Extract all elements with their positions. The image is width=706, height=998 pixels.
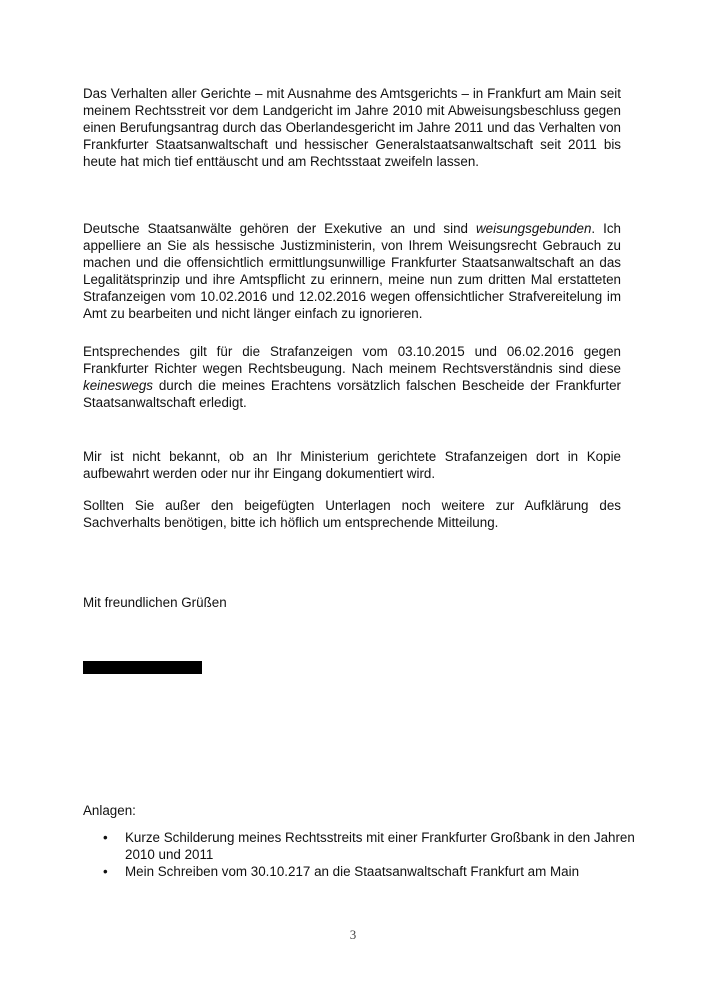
list-item-text: Kurze Schilderung meines Rechtsstreits mit einer Frankfurter Großbank in den Jahren 2010 und 2011: [125, 830, 635, 862]
bullet-icon: •: [103, 830, 108, 845]
emphasis-keineswegs: keineswegs: [83, 378, 153, 393]
paragraph-court-behaviour: Das Verhalten aller Gerichte – mit Ausnahme des Amtsgerichts – in Frankfurt am Main seit meinem Rechtsstreit vor dem Landgericht im Jahre 2010 mit Abweisungsbeschluss gegen einen Berufungsantrag durch das Oberlandesgericht im Jahre 2011 und das Verhalten von Frankfurter Staatsanwaltschaft und hessischer Generalstaatsanwaltschaft seit 2011 bis heute hat mich tief enttäuscht und am Rechtsstaat zweifeln lassen.: [83, 86, 621, 169]
attachments-label: Anlagen:: [83, 803, 136, 818]
list-item-text: Mein Schreiben vom 30.10.217 an die Staatsanwaltschaft Frankfurt am Main: [125, 864, 580, 879]
paragraph-text: Entsprechendes gilt für die Strafanzeigen vom 03.10.2015 und 06.02.2016 gegen Frankfurter Richter wegen Rechtsbeugung. Nach meinem Rechtsverständnis sind diese: [83, 344, 621, 376]
page-number: 3: [349, 927, 357, 942]
closing-greeting: Mit freundlichen Grüßen: [83, 595, 227, 610]
paragraph-ministry-copies: Mir ist nicht bekannt, ob an Ihr Ministerium gerichtete Strafanzeigen dort in Kopie aufbewahrt werden oder nur ihr Eingang dokumentiert wird.: [83, 449, 621, 481]
emphasis-weisungsgebunden: weisungsgebunden: [476, 221, 592, 236]
list-item: [83, 863, 643, 880]
paragraph-text: Deutsche Staatsanwälte gehören der Exekutive an und sind: [83, 221, 476, 236]
redacted-signature-bar: [83, 661, 202, 674]
bullet-icon: •: [103, 864, 108, 879]
paragraph-text: durch die meines Erachtens vorsätzlich falschen Bescheide der Frankfurter Staatsanwaltschaft erledigt.: [83, 378, 621, 410]
paragraph-judges-complaints: [83, 343, 621, 411]
paragraph-prosecutors-appeal: [83, 220, 621, 322]
list-item: [83, 829, 643, 863]
attachments-list: [83, 829, 643, 880]
paragraph-text: . Ich appelliere an Sie als hessische Justizministerin, von Ihrem Weisungsrecht Gebrauch zu machen und die offensichtlich ermittlungsunwillige Frankfurter Staatsanwaltschaft an das Legalitätsprinzip und ihre Amtspflicht zu erinnern, meine nun zum dritten Mal erstatteten Strafanzeigen vom 10.02.2016 und 12.02.2016 wegen offensichtlicher Strafvereitelung im Amt zu bearbeiten und nicht länger einfach zu ignorieren.: [83, 221, 621, 321]
paragraph-further-documents: Sollten Sie außer den beigefügten Unterlagen noch weitere zur Aufklärung des Sachverhalts benötigen, bitte ich höflich um entsprechende Mitteilung.: [83, 498, 621, 530]
